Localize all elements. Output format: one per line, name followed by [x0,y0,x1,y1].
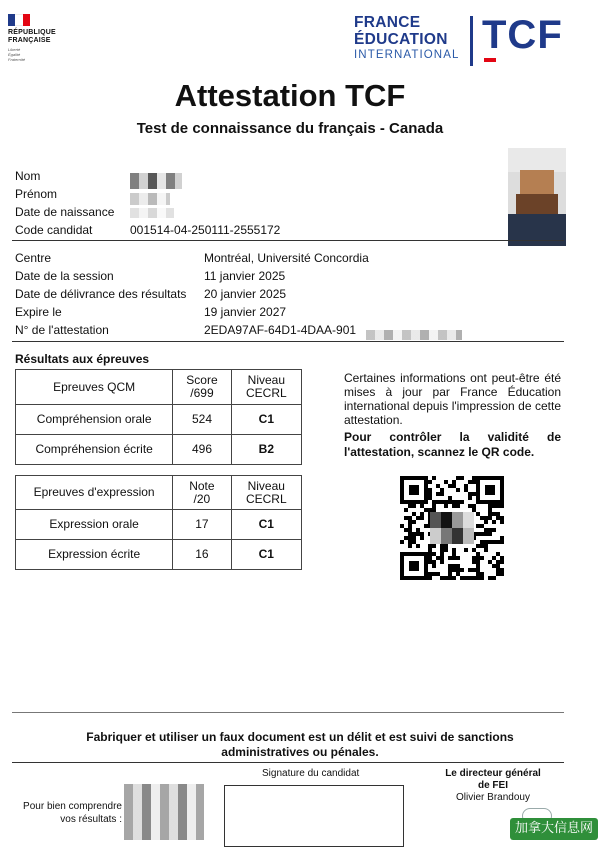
signature-label: Signature du candidat [262,768,360,779]
fei-line-3: INTERNATIONAL [354,49,460,61]
qr-code[interactable] [400,476,504,580]
france-education-international-logo [354,14,466,62]
divider-3 [12,712,564,713]
qcm-header-niveau: Niveau CECRL [231,370,301,405]
legal-warning-line-2: administratives ou pénales. [221,745,379,759]
naissance-label: Date de naissance [15,205,115,219]
signature-box [224,785,404,847]
french-flag-icon [8,14,30,26]
centre-value: Montréal, Université Concordia [204,251,369,265]
fei-line-2: ÉDUCATION [354,31,448,48]
date-session-label: Date de la session [15,269,114,283]
expire-label: Expire le [15,305,62,319]
page-subtitle: Test de connaissance du français - Canada [136,120,444,137]
expression-results-table [15,475,302,570]
date-delivrance-value: 20 janvier 2025 [204,287,287,301]
legal-warning-line-1: Fabriquer et utiliser un faux document est un délit et est suivi de sanctions [86,730,514,744]
tcf-logo: TCF [482,13,563,57]
rf-motto-3: Fraternité [8,57,26,62]
divider-1 [12,240,564,241]
expr-header-epreuve: Epreuves d'expression [16,476,173,510]
rf-motto-1: Liberté [8,47,21,52]
expr-header-note: Note /20 [173,476,231,510]
director-title-2: de FEI [477,780,508,791]
director-title [430,768,556,792]
divider-2 [12,341,564,342]
redacted-name [130,173,182,189]
date-delivrance-label: Date de délivrance des résultats [15,287,187,301]
centre-label: Centre [15,251,52,265]
prenom-label: Prénom [15,187,58,201]
table-row [16,510,302,540]
divider-4 [12,762,564,763]
redacted-birthdate [130,208,174,218]
table-row [16,540,302,570]
expr-row-1-name: Expression orale [16,510,173,540]
director-title-1: Le directeur général [445,768,541,779]
expr-row-1-level: C1 [231,510,301,540]
info-text: Certaines informations ont peut-être été mises à jour par France Éducation international depuis l'impression de cette attestation. [344,371,561,427]
rf-line-2: FRANÇAISE [8,37,51,44]
director-name: Olivier Brandouy [456,792,530,803]
qcm-row-2-level: B2 [231,435,301,465]
fei-line-1: FRANCE [354,14,421,31]
attestation-label: N° de l'attestation [15,323,109,337]
qcm-row-1-name: Compréhension orale [16,405,173,435]
qcm-header-epreuve: Epreuves QCM [16,370,173,405]
page-title: Attestation TCF [174,78,406,113]
understand-text [14,800,122,826]
redacted-firstname [130,193,170,205]
qcm-row-1-level: C1 [231,405,301,435]
code-label: Code candidat [15,223,93,237]
tcf-logo-accent [484,58,496,62]
code-value: 001514-04-250111-2555172 [130,223,281,237]
table-row [16,435,302,465]
qcm-header-score: Score /699 [173,370,231,405]
candidate-photo [508,148,566,246]
logo-divider [470,16,473,66]
expr-row-1-score: 17 [173,510,231,540]
republique-francaise-logo [8,14,88,62]
expr-row-2-name: Expression écrite [16,540,173,570]
info-bold-text: Pour contrôler la validité de l'attestation, scannez le QR code. [344,430,561,459]
expr-row-2-level: C1 [231,540,301,570]
redacted-qr-code [124,784,204,840]
date-session-value: 11 janvier 2025 [204,269,286,283]
results-title: Résultats aux épreuves [15,352,150,366]
expr-row-2-score: 16 [173,540,231,570]
rf-line-1: RÉPUBLIQUE [8,29,56,36]
legal-warning [40,730,560,760]
qcm-results-table [15,369,302,465]
expire-value: 19 janvier 2027 [204,305,287,319]
understand-line-1: Pour bien comprendre [23,801,122,812]
redacted-attestation-suffix [366,330,462,340]
table-row [16,405,302,435]
qcm-row-2-name: Compréhension écrite [16,435,173,465]
understand-line-2: vos résultats : [60,814,122,825]
qcm-row-2-score: 496 [173,435,231,465]
rf-motto-2: Égalité [8,52,21,57]
watermark-badge: 加拿大信息网 [510,818,598,840]
expr-header-niveau: Niveau CECRL [231,476,301,510]
qcm-row-1-score: 524 [173,405,231,435]
attestation-value: 2EDA97AF-64D1-4DAA-901 [204,323,357,337]
nom-label: Nom [15,169,41,183]
